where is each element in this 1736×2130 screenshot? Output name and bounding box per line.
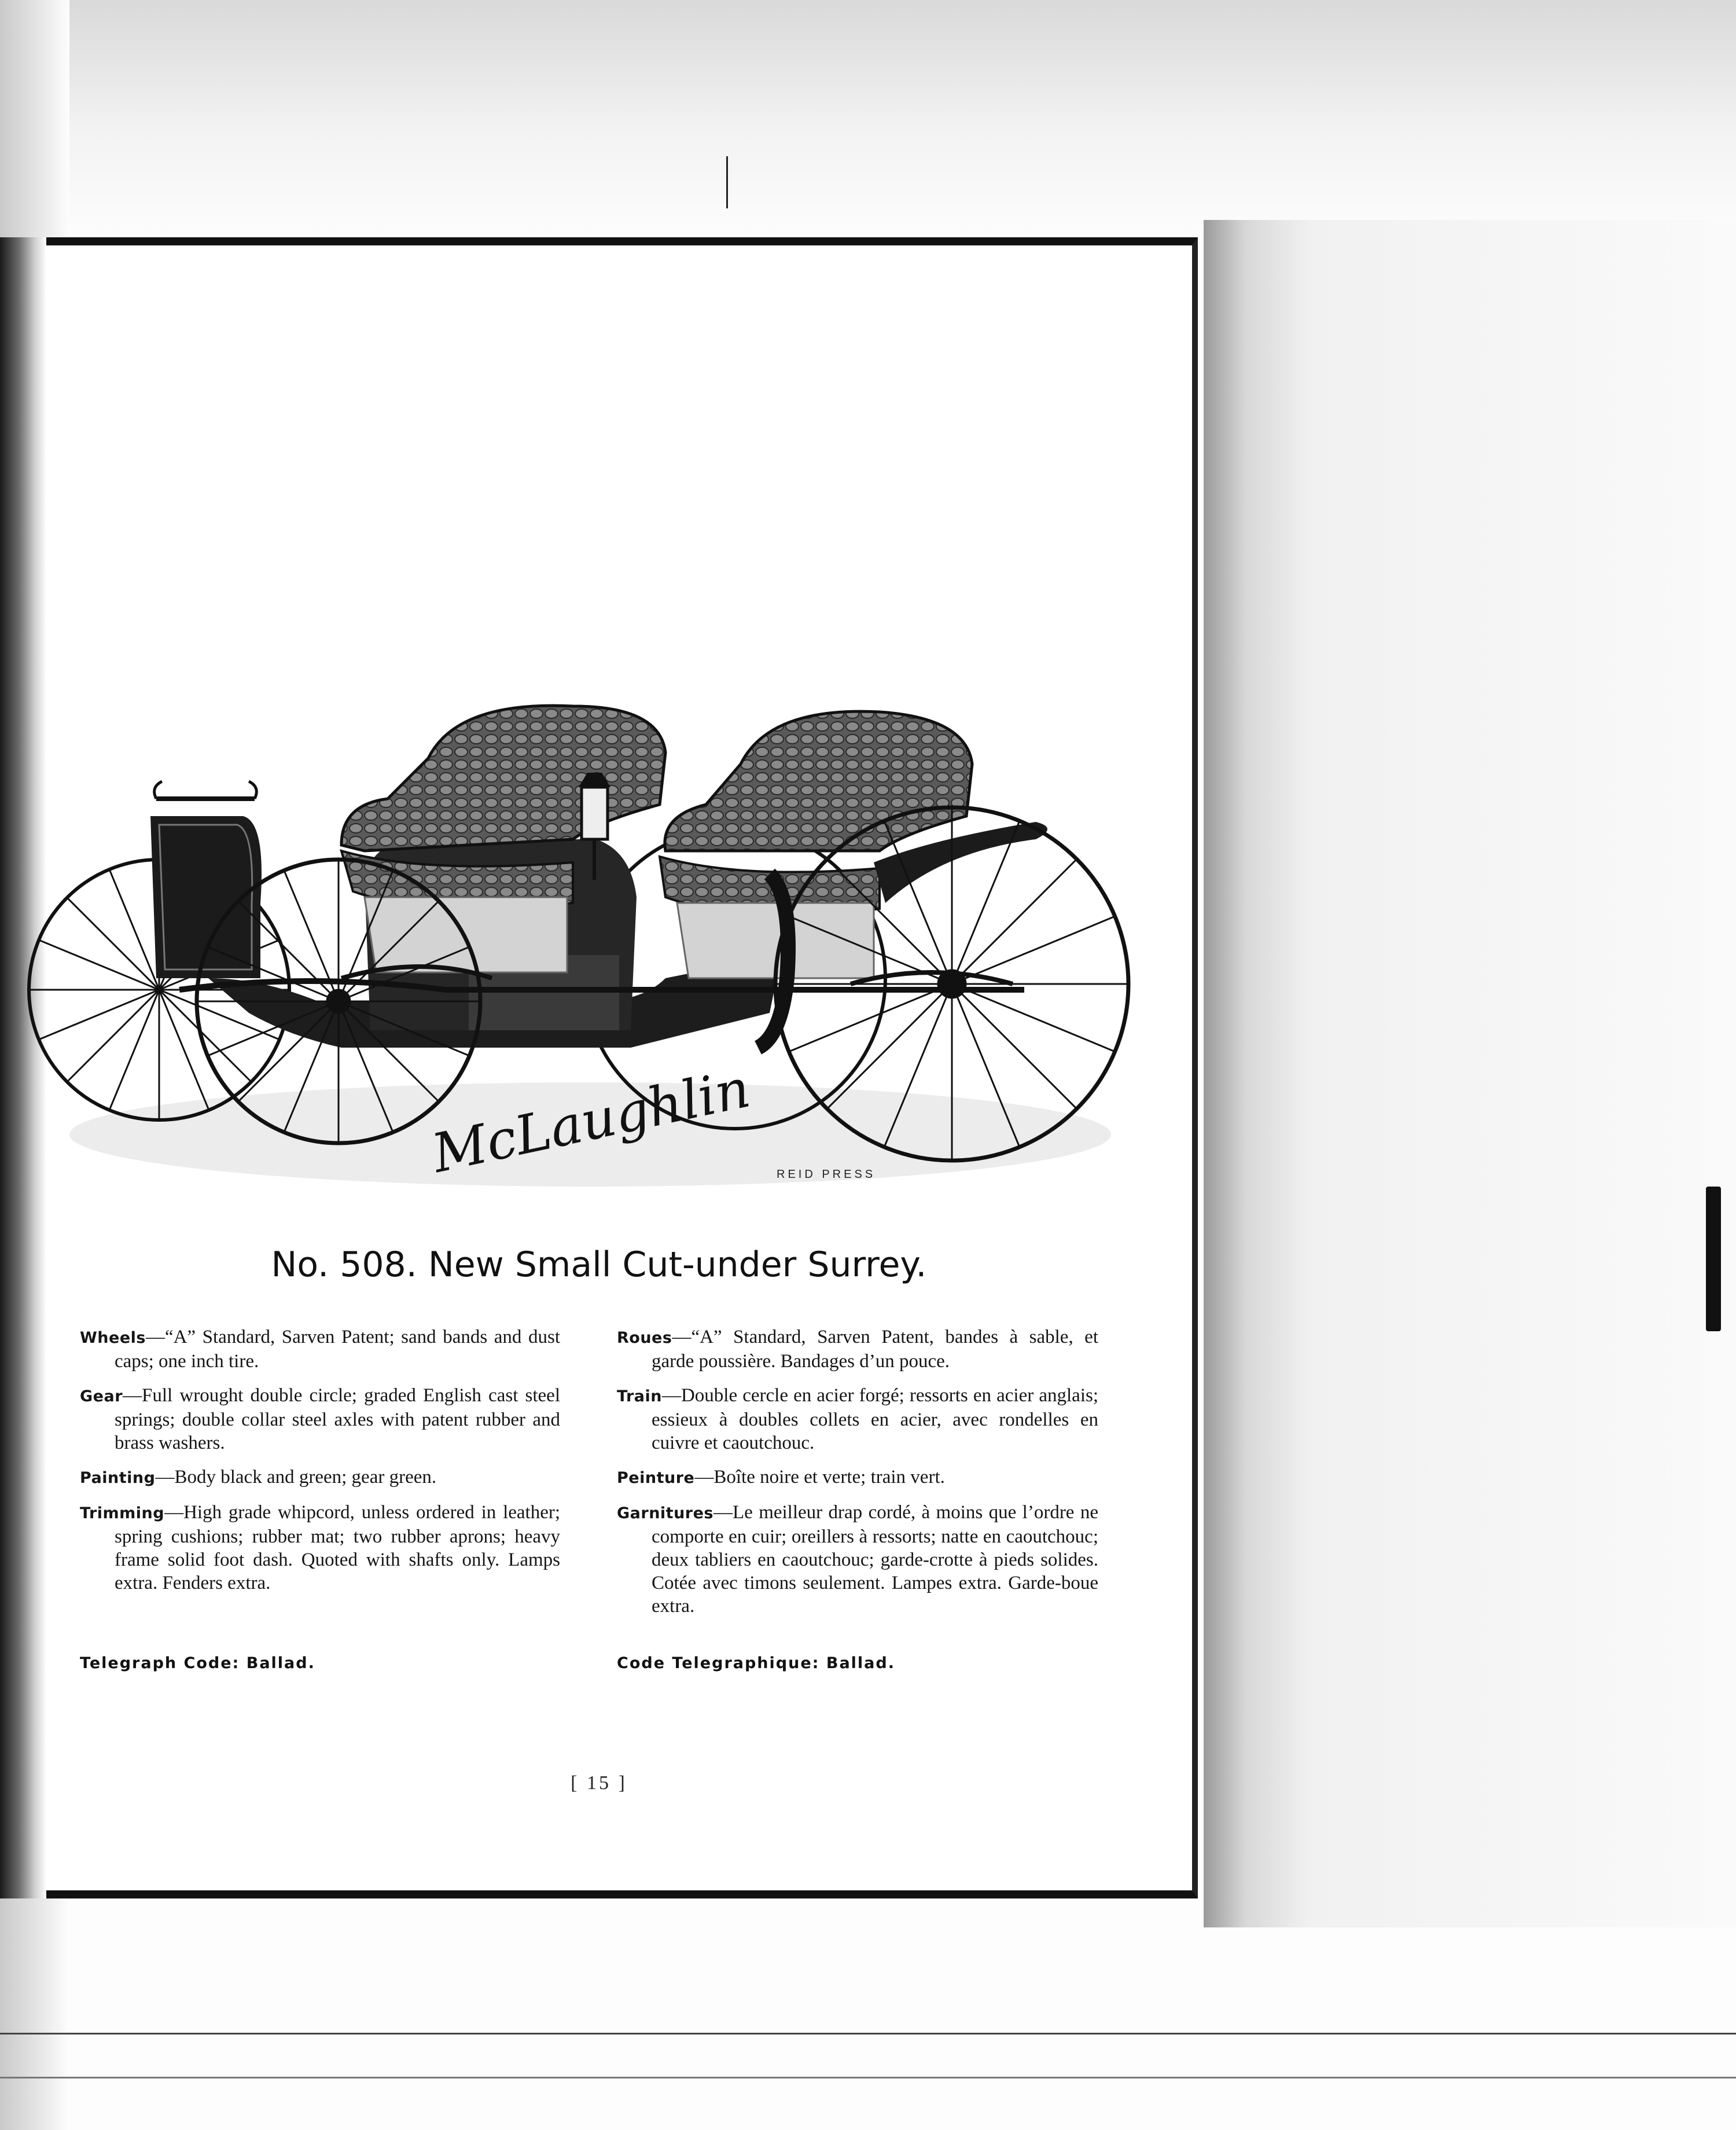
scanner-bed-rule <box>0 2077 1736 2078</box>
code-telegraphique-value: Ballad. <box>826 1654 895 1672</box>
scan-right-shading <box>1204 220 1736 1927</box>
scanner-bed-rule <box>0 2033 1736 2034</box>
book-spine-mark <box>1706 1187 1721 1331</box>
spec-garnitures: Garnitures—Le meilleur drap cordé, à moins que l’ordre ne comporte en cuir; oreillers à ressorts; natte en caoutchouc; deux tabliers en caoutchouc; garde-crotte à pieds solides. Cotée avec timons seulement. Lampes extra. Garde-boue extra. <box>617 1502 1098 1617</box>
spec-gear: Gear—Full wrought double circle; graded English cast steel springs; double collar steel axles with patent rubber and brass washers. <box>80 1385 560 1453</box>
code-telegraphique <box>617 1654 895 1672</box>
page-number: [ 15 ] <box>571 1772 627 1794</box>
rear-wheel-near <box>775 807 1128 1161</box>
spec-wheels: Wheels—“A” Standard, Sarven Patent; sand bands and dust caps; one inch tire. <box>80 1327 560 1372</box>
maker-signature: McLaughlin <box>426 1057 755 1185</box>
french-specs <box>617 1325 1098 1629</box>
telegraph-code <box>80 1654 315 1672</box>
spec-train: Train—Double cercle en acier forgé; ressorts en acier anglais; essieux à doubles collets en acier, avec rondelles en cuivre et caoutchouc. <box>617 1385 1098 1453</box>
press-credit: REID PRESS <box>777 1168 876 1181</box>
spec-trimming: Trimming—High grade whipcord, unless ordered in leather; spring cushions; rubber mat; two rubber aprons; heavy frame solid foot dash. Quoted with shafts only. Lamps extra. Fenders extra. <box>80 1502 560 1593</box>
spec-painting: Painting—Body black and green; gear green. <box>80 1467 437 1488</box>
spec-roues: Roues—“A” Standard, Sarven Patent, bandes à sable, et garde poussière. Bandages d’un pouce. <box>617 1327 1098 1372</box>
spec-peinture: Peinture—Boîte noire et verte; train vert. <box>617 1467 945 1488</box>
telegraph-code-label: Telegraph Code: <box>80 1654 240 1672</box>
page-title: No. 508. New Small Cut-under Surrey. <box>271 1244 927 1285</box>
front-wheel-near <box>197 860 480 1143</box>
scan-top-shading <box>0 0 1736 243</box>
code-telegraphique-label: Code Telegraphique: <box>617 1654 820 1672</box>
english-specs <box>80 1325 560 1606</box>
telegraph-code-value: Ballad. <box>246 1654 315 1672</box>
scan-artifact-line <box>726 156 728 208</box>
